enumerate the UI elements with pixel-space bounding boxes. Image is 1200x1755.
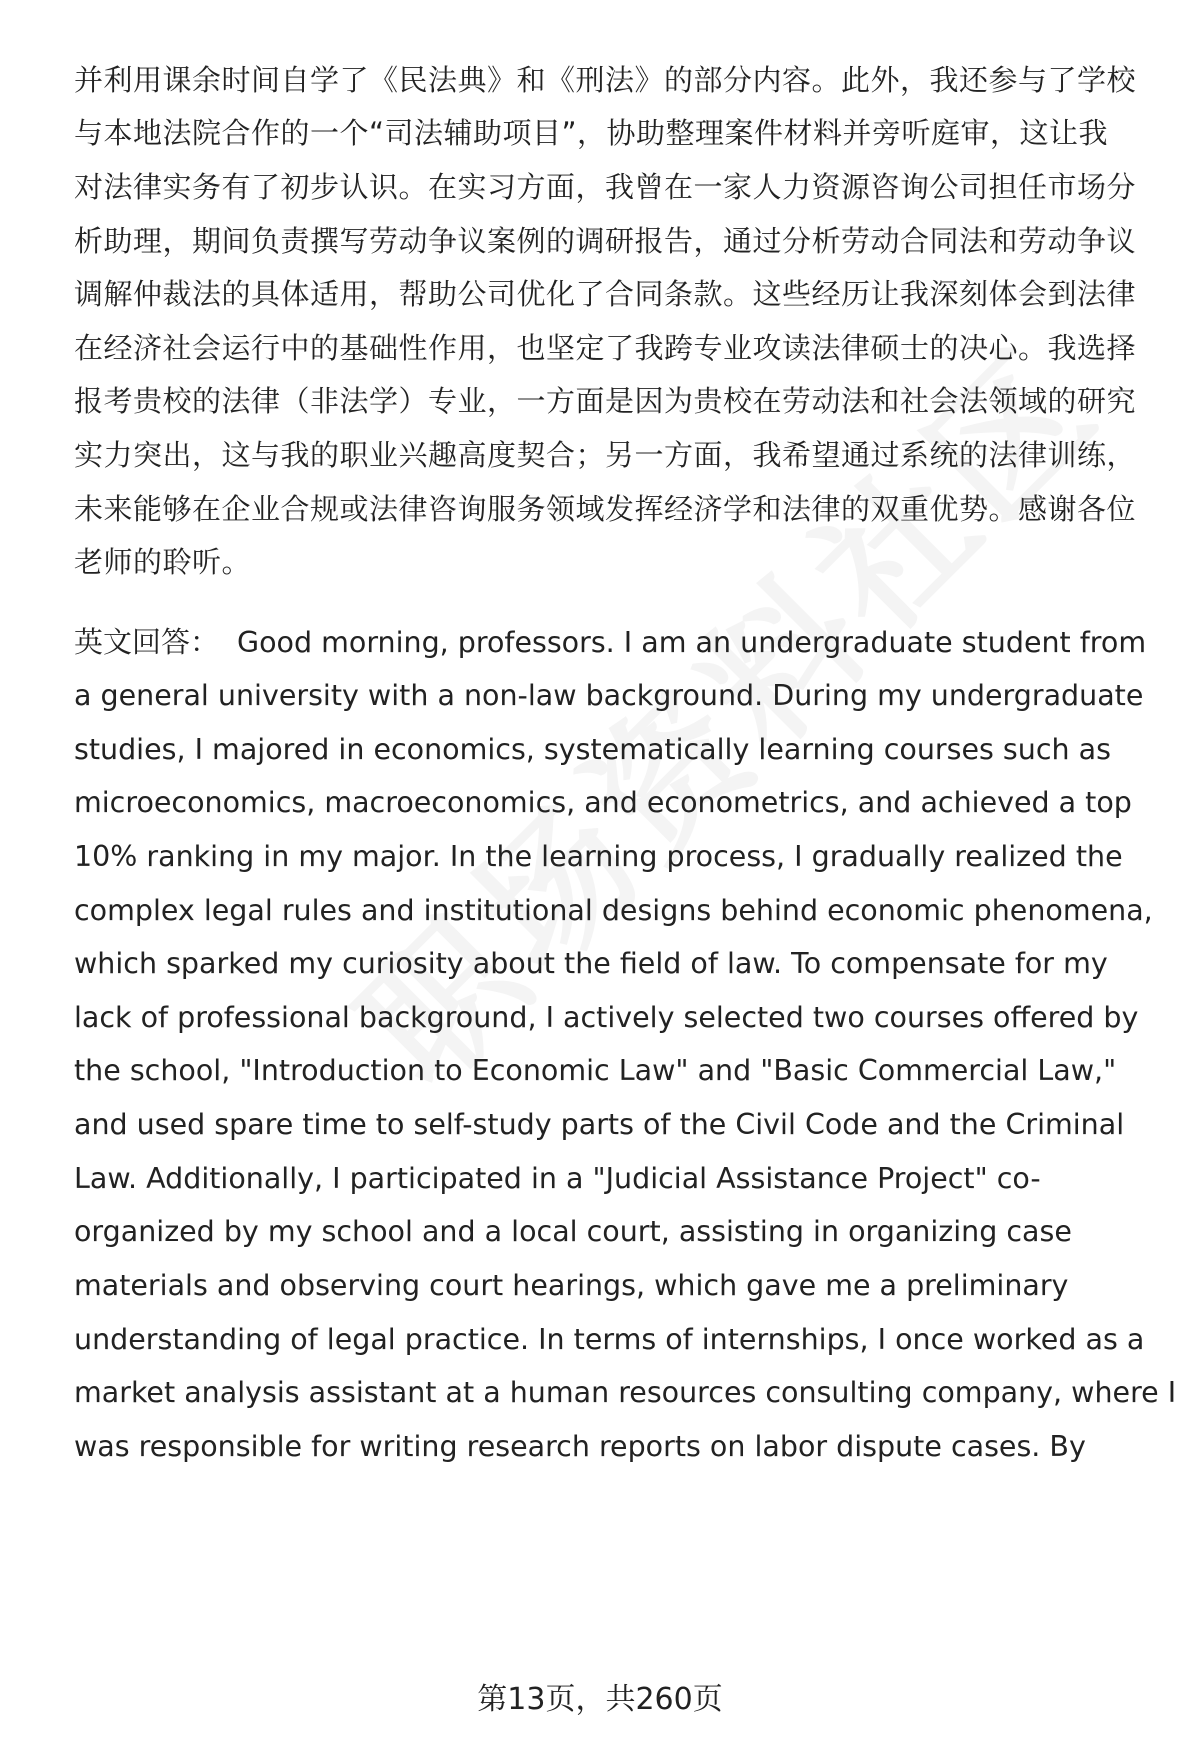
english-answer-line: was responsible for writing research reports on labor dispute cases. By [74,1430,1086,1463]
english-answer-line: a general university with a non-law background. During my undergraduate [74,679,1144,712]
page-number: 第13页，共260页 [477,1682,723,1717]
english-answer-line: microeconomics, macroeconomics, and econometrics, and achieved a top [74,786,1132,819]
chinese-answer-line: 并利用课余时间自学了《民法典》和《刑法》的部分内容。此外，我还参与了学校 [74,63,1137,97]
english-answer-line: the school, "Introduction to Economic Law" and "Basic Commercial Law," [74,1054,1117,1087]
chinese-answer-line: 报考贵校的法律（非法学）专业，一方面是因为贵校在劳动法和社会法领域的研究 [74,384,1137,418]
chinese-answer-line: 在经济社会运行中的基础性作用，也坚定了我跨专业攻读法律硕士的决心。我选择 [74,331,1137,365]
chinese-answer-line: 老师的聆听。 [74,545,252,579]
english-answer-line: market analysis assistant at a human resources consulting company, where I [74,1376,1177,1409]
chinese-answer-line: 实力突出，这与我的职业兴趣高度契合；另一方面，我希望通过系统的法律训练， [74,438,1137,472]
chinese-answer-line: 调解仲裁法的具体适用，帮助公司优化了合同条款。这些经历让我深刻体会到法律 [74,277,1137,311]
chinese-answer-line: 析助理，期间负责撰写劳动争议案例的调研报告，通过分析劳动合同法和劳动争议 [74,224,1137,258]
english-answer-line: understanding of legal practice. In terms of internships, I once worked as a [74,1323,1145,1356]
english-answer-line: materials and observing court hearings, which gave me a preliminary [74,1269,1069,1302]
english-answer-label: 英文回答： [74,625,220,659]
english-answer-line: studies, I majored in economics, systematically learning courses such as [74,733,1111,766]
english-answer-line: and used spare time to self-study parts of the Civil Code and the Criminal [74,1108,1125,1141]
english-answer-first-line [74,622,1146,662]
english-answer-line: Law. Additionally, I participated in a "Judicial Assistance Project" co- [74,1162,1041,1195]
english-answer-line: lack of professional background, I actively selected two courses offered by [74,1001,1139,1034]
chinese-answer-line: 对法律实务有了初步认识。在实习方面，我曾在一家人力资源咨询公司担任市场分 [74,170,1137,204]
chinese-answer-line: 与本地法院合作的一个“司法辅助项目”，协助整理案件材料并旁听庭审，这让我 [74,116,1109,150]
english-answer-line: which sparked my curiosity about the field of law. To compensate for my [74,947,1108,980]
chinese-answer-line: 未来能够在企业合规或法律咨询服务领域发挥经济学和法律的双重优势。感谢各位 [74,492,1137,526]
english-answer-line: complex legal rules and institutional designs behind economic phenomena, [74,894,1153,927]
english-answer-line: 10% ranking in my major. In the learning process, I gradually realized the [74,840,1123,873]
english-answer-line: organized by my school and a local court, assisting in organizing case [74,1215,1072,1248]
english-answer-line: Good morning, professors. I am an undergraduate student from [237,626,1147,659]
